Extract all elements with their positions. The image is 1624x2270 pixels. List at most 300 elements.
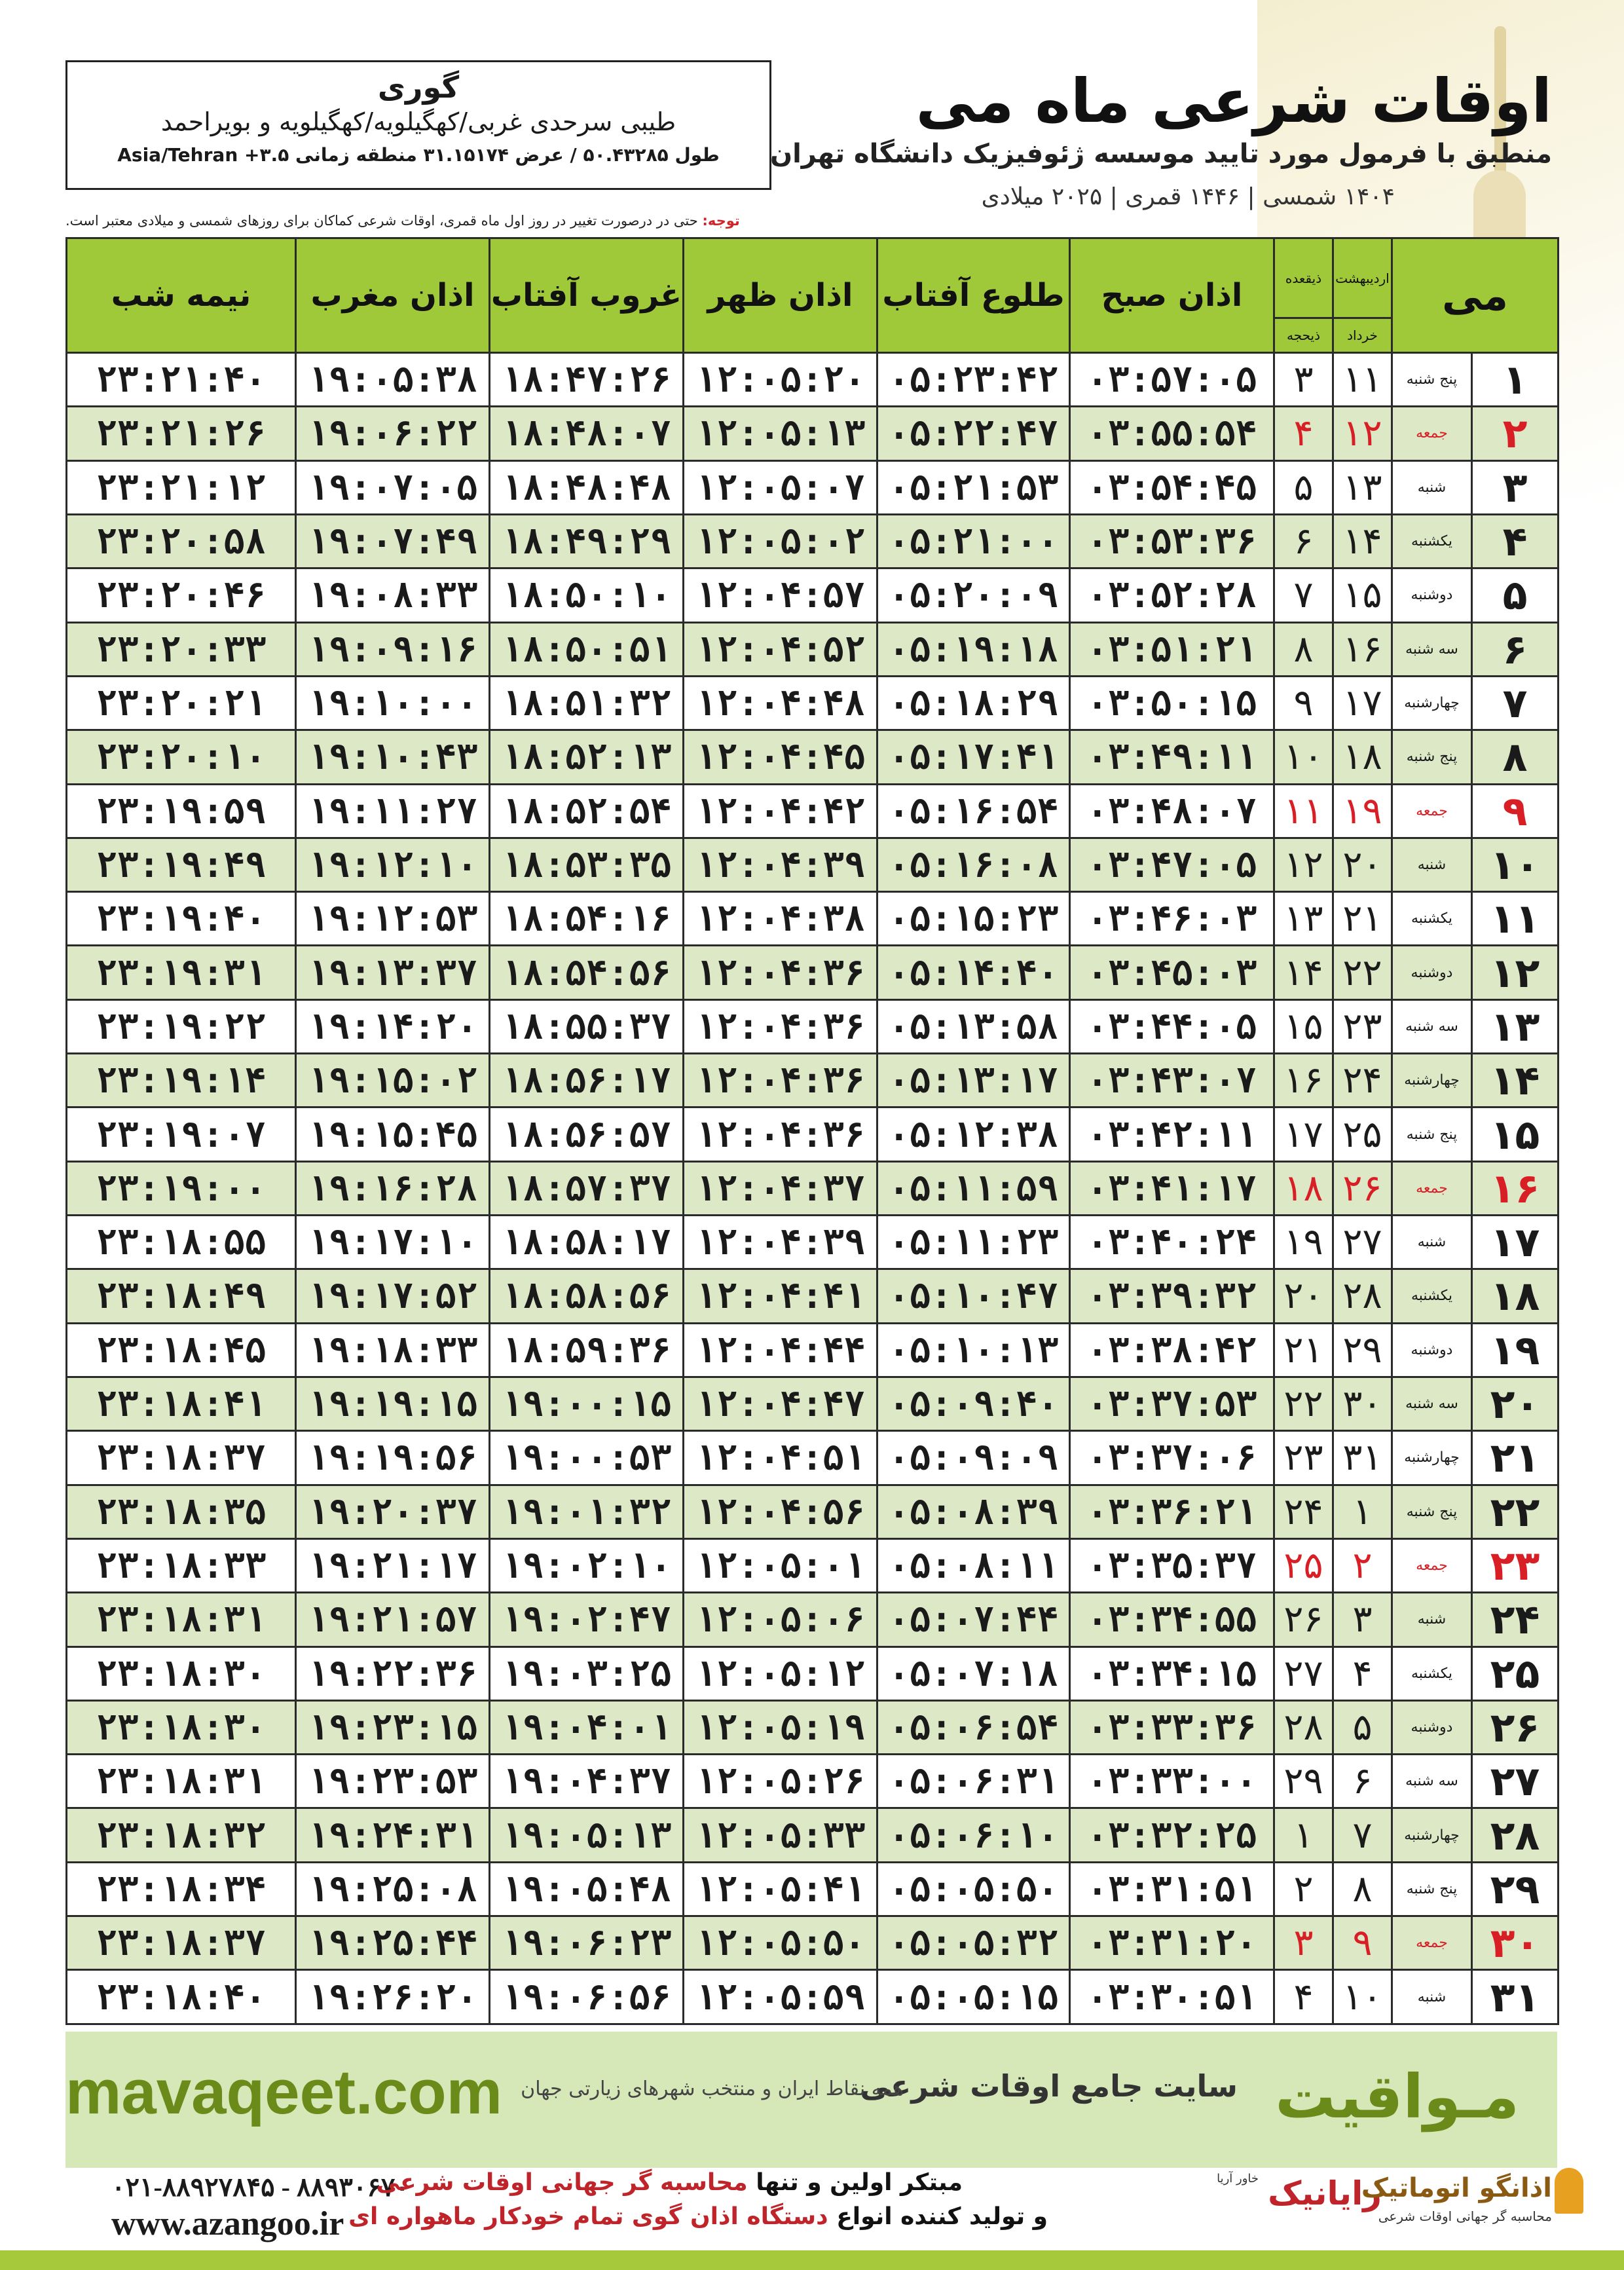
cell-fajr: ۰۳:۳۱:۲۰ <box>1070 1916 1274 1970</box>
cell-qamari: ۱۶ <box>1274 1054 1333 1107</box>
cell-fajr: ۰۳:۳۶:۲۱ <box>1070 1485 1274 1538</box>
cell-sunrise: ۰۵:۱۵:۲۳ <box>877 892 1070 946</box>
cell-fajr: ۰۳:۳۸:۴۲ <box>1070 1323 1274 1377</box>
cell-maghrib: ۱۹:۰۷:۰۵ <box>296 460 490 514</box>
cell-midnight: ۲۳:۲۰:۵۸ <box>67 514 296 568</box>
cell-weekday: پنج شنبه <box>1392 730 1472 784</box>
cell-dhuhr: ۱۲:۰۵:۱۹ <box>684 1700 877 1754</box>
cell-sunset: ۱۹:۰۲:۱۰ <box>490 1538 684 1592</box>
cell-weekday: جمعه <box>1392 784 1472 838</box>
cell-dhuhr: ۱۲:۰۴:۴۵ <box>684 730 877 784</box>
cell-midnight: ۲۳:۱۸:۳۱ <box>67 1755 296 1808</box>
cell-sunrise: ۰۵:۱۶:۵۴ <box>877 784 1070 838</box>
header-qamari-top: ذیقعده <box>1274 238 1333 318</box>
cell-maghrib: ۱۹:۱۷:۵۲ <box>296 1269 490 1323</box>
cell-shamsi: ۲۰ <box>1333 838 1392 891</box>
cell-fajr: ۰۳:۵۰:۱۵ <box>1070 676 1274 730</box>
cell-sunrise: ۰۵:۲۲:۴۷ <box>877 407 1070 460</box>
cell-shamsi: ۱۰ <box>1333 1970 1392 2024</box>
cell-fajr: ۰۳:۴۷:۰۵ <box>1070 838 1274 891</box>
cell-sunset: ۱۹:۰۰:۱۵ <box>490 1377 684 1430</box>
cell-maghrib: ۱۹:۱۱:۲۷ <box>296 784 490 838</box>
cell-weekday: جمعه <box>1392 1916 1472 1970</box>
cell-sunrise: ۰۵:۱۱:۲۳ <box>877 1216 1070 1269</box>
cell-sunrise: ۰۵:۱۶:۰۸ <box>877 838 1070 891</box>
cell-qamari: ۳ <box>1274 353 1333 407</box>
cell-fajr: ۰۳:۳۳:۳۶ <box>1070 1700 1274 1754</box>
footer-line-2-highlight: دستگاه اذان گوی تمام خودکار ماهواره ای <box>348 2203 828 2230</box>
cell-fajr: ۰۳:۳۵:۳۷ <box>1070 1538 1274 1592</box>
cell-midnight: ۲۳:۱۸:۳۰ <box>67 1647 296 1700</box>
cell-maghrib: ۱۹:۲۶:۲۰ <box>296 1970 490 2024</box>
cell-weekday: دوشنبه <box>1392 568 1472 622</box>
cell-sunrise: ۰۵:۱۳:۱۷ <box>877 1054 1070 1107</box>
cell-dhuhr: ۱۲:۰۴:۴۲ <box>684 784 877 838</box>
bottom-bar <box>0 2250 1624 2270</box>
page-title: اوقات شرعی ماه می <box>915 66 1552 136</box>
cell-midnight: ۲۳:۲۰:۲۱ <box>67 676 296 730</box>
location-box <box>65 60 771 190</box>
cell-weekday: پنج شنبه <box>1392 1485 1472 1538</box>
cell-maghrib: ۱۹:۱۲:۱۰ <box>296 838 490 891</box>
cell-fajr: ۰۳:۳۷:۰۶ <box>1070 1431 1274 1485</box>
cell-maghrib: ۱۹:۲۱:۵۷ <box>296 1593 490 1647</box>
cell-fajr: ۰۳:۳۲:۲۵ <box>1070 1808 1274 1862</box>
cell-dhuhr: ۱۲:۰۵:۲۶ <box>684 1755 877 1808</box>
cell-midnight: ۲۳:۱۹:۳۱ <box>67 946 296 999</box>
table-row <box>67 514 1559 568</box>
header-sunset: غروب آفتاب <box>490 238 684 353</box>
cell-dhuhr: ۱۲:۰۵:۰۶ <box>684 1593 877 1647</box>
cell-shamsi: ۱ <box>1333 1485 1392 1538</box>
cell-day: ۲۰ <box>1472 1377 1559 1430</box>
cell-weekday: یکشنبه <box>1392 514 1472 568</box>
cell-qamari: ۷ <box>1274 568 1333 622</box>
cell-maghrib: ۱۹:۰۶:۲۲ <box>296 407 490 460</box>
cell-fajr: ۰۳:۴۴:۰۵ <box>1070 999 1274 1053</box>
cell-sunrise: ۰۵:۰۷:۴۴ <box>877 1593 1070 1647</box>
cell-midnight: ۲۳:۱۸:۳۲ <box>67 1808 296 1862</box>
cell-sunrise: ۰۵:۰۸:۳۹ <box>877 1485 1070 1538</box>
cell-sunset: ۱۹:۰۰:۵۳ <box>490 1431 684 1485</box>
cell-dhuhr: ۱۲:۰۴:۳۶ <box>684 1107 877 1161</box>
table-row <box>67 622 1559 676</box>
note-text: حتی در درصورت تغییر در روز اول ماه قمری، اوقات شرعی کماکان برای روزهای شمسی و میلادی معتبر است. <box>65 213 698 229</box>
cell-sunrise: ۰۵:۱۹:۱۸ <box>877 622 1070 676</box>
cell-shamsi: ۱۵ <box>1333 568 1392 622</box>
cell-shamsi: ۷ <box>1333 1808 1392 1862</box>
cell-sunset: ۱۹:۰۳:۲۵ <box>490 1647 684 1700</box>
cell-sunrise: ۰۵:۱۷:۴۱ <box>877 730 1070 784</box>
table-row <box>67 460 1559 514</box>
cell-qamari: ۱۹ <box>1274 1216 1333 1269</box>
cell-sunset: ۱۸:۵۸:۵۶ <box>490 1269 684 1323</box>
cell-qamari: ۴ <box>1274 1970 1333 2024</box>
cell-weekday: جمعه <box>1392 1161 1472 1215</box>
cell-weekday: چهارشنبه <box>1392 676 1472 730</box>
cell-midnight: ۲۳:۱۹:۴۹ <box>67 838 296 891</box>
cell-midnight: ۲۳:۲۱:۱۲ <box>67 460 296 514</box>
cell-day: ۳ <box>1472 460 1559 514</box>
cell-weekday: یکشنبه <box>1392 1269 1472 1323</box>
cell-day: ۸ <box>1472 730 1559 784</box>
table-row <box>67 1485 1559 1538</box>
table-row <box>67 1323 1559 1377</box>
cell-dhuhr: ۱۲:۰۴:۳۹ <box>684 838 877 891</box>
cell-qamari: ۲۹ <box>1274 1755 1333 1808</box>
date-line: ۱۴۰۴ شمسی | ۱۴۴۶ قمری | ۲۰۲۵ میلادی <box>981 183 1395 210</box>
prayer-times-table <box>65 237 1559 2025</box>
cell-weekday: شنبه <box>1392 838 1472 891</box>
cell-fajr: ۰۳:۴۵:۰۳ <box>1070 946 1274 999</box>
cell-day: ۱۴ <box>1472 1054 1559 1107</box>
cell-maghrib: ۱۹:۰۵:۳۸ <box>296 353 490 407</box>
rayanik-logo: رایانیک <box>1268 2174 1382 2212</box>
table-row <box>67 1647 1559 1700</box>
cell-sunrise: ۰۵:۲۳:۴۲ <box>877 353 1070 407</box>
cell-qamari: ۲۰ <box>1274 1269 1333 1323</box>
cell-sunrise: ۰۵:۰۹:۰۹ <box>877 1431 1070 1485</box>
cell-qamari: ۲۸ <box>1274 1700 1333 1754</box>
table-row <box>67 1916 1559 1970</box>
table-row <box>67 353 1559 407</box>
brand-logo: مـواقیت <box>1275 2062 1519 2132</box>
cell-dhuhr: ۱۲:۰۴:۴۸ <box>684 676 877 730</box>
cell-midnight: ۲۳:۱۹:۵۹ <box>67 784 296 838</box>
cell-dhuhr: ۱۲:۰۵:۱۲ <box>684 1647 877 1700</box>
cell-midnight: ۲۳:۱۸:۴۵ <box>67 1323 296 1377</box>
table-row <box>67 407 1559 460</box>
cell-midnight: ۲۳:۱۹:۴۰ <box>67 892 296 946</box>
cell-maghrib: ۱۹:۱۰:۴۳ <box>296 730 490 784</box>
cell-weekday: دوشنبه <box>1392 1323 1472 1377</box>
cell-fajr: ۰۳:۳۴:۱۵ <box>1070 1647 1274 1700</box>
cell-day: ۲۸ <box>1472 1808 1559 1862</box>
cell-weekday: چهارشنبه <box>1392 1431 1472 1485</box>
cell-sunset: ۱۸:۵۳:۳۵ <box>490 838 684 891</box>
cell-day: ۳۰ <box>1472 1916 1559 1970</box>
cell-midnight: ۲۳:۱۹:۱۴ <box>67 1054 296 1107</box>
cell-midnight: ۲۳:۱۹:۰۰ <box>67 1161 296 1215</box>
cell-shamsi: ۱۷ <box>1333 676 1392 730</box>
cell-shamsi: ۹ <box>1333 1916 1392 1970</box>
cell-fajr: ۰۳:۴۰:۲۴ <box>1070 1216 1274 1269</box>
table-row <box>67 946 1559 999</box>
cell-day: ۱۸ <box>1472 1269 1559 1323</box>
table-row <box>67 1808 1559 1862</box>
cell-day: ۱۳ <box>1472 999 1559 1053</box>
cell-sunrise: ۰۵:۰۷:۱۸ <box>877 1647 1070 1700</box>
cell-maghrib: ۱۹:۱۹:۵۶ <box>296 1431 490 1485</box>
header-shamsi-top: اردیبهشت <box>1333 238 1392 318</box>
cell-midnight: ۲۳:۲۰:۱۰ <box>67 730 296 784</box>
cell-shamsi: ۱۳ <box>1333 460 1392 514</box>
cell-sunset: ۱۸:۵۷:۳۷ <box>490 1161 684 1215</box>
cell-day: ۲۶ <box>1472 1700 1559 1754</box>
cell-weekday: یکشنبه <box>1392 1647 1472 1700</box>
phone-number: ۰۲۱-۸۸۹۲۷۸۴۵ - ۸۸۹۳۰۶۷۰ <box>111 2172 409 2202</box>
cell-maghrib: ۱۹:۲۳:۵۳ <box>296 1755 490 1808</box>
cell-shamsi: ۱۸ <box>1333 730 1392 784</box>
cell-weekday: چهارشنبه <box>1392 1808 1472 1862</box>
cell-midnight: ۲۳:۱۸:۴۹ <box>67 1269 296 1323</box>
cell-shamsi: ۱۶ <box>1333 622 1392 676</box>
cell-weekday: پنج شنبه <box>1392 1107 1472 1161</box>
cell-sunrise: ۰۵:۱۸:۲۹ <box>877 676 1070 730</box>
cell-qamari: ۲۷ <box>1274 1647 1333 1700</box>
cell-fajr: ۰۳:۵۴:۴۵ <box>1070 460 1274 514</box>
table-row <box>67 1755 1559 1808</box>
cell-fajr: ۰۳:۴۱:۱۷ <box>1070 1161 1274 1215</box>
cell-sunset: ۱۹:۰۵:۴۸ <box>490 1862 684 1916</box>
cell-shamsi: ۶ <box>1333 1755 1392 1808</box>
cell-sunset: ۱۸:۵۹:۳۶ <box>490 1323 684 1377</box>
cell-maghrib: ۱۹:۲۵:۴۴ <box>296 1916 490 1970</box>
cell-day: ۱۱ <box>1472 892 1559 946</box>
cell-weekday: جمعه <box>1392 407 1472 460</box>
table-row <box>67 1593 1559 1647</box>
cell-sunset: ۱۹:۰۴:۰۱ <box>490 1700 684 1754</box>
table-row <box>67 730 1559 784</box>
cell-maghrib: ۱۹:۲۴:۳۱ <box>296 1808 490 1862</box>
cell-maghrib: ۱۹:۲۱:۱۷ <box>296 1538 490 1592</box>
cell-sunrise: ۰۵:۰۹:۴۰ <box>877 1377 1070 1430</box>
cell-qamari: ۱۸ <box>1274 1161 1333 1215</box>
cell-shamsi: ۲۹ <box>1333 1323 1392 1377</box>
cell-midnight: ۲۳:۱۸:۳۳ <box>67 1538 296 1592</box>
cell-maghrib: ۱۹:۱۲:۵۳ <box>296 892 490 946</box>
cell-shamsi: ۲۸ <box>1333 1269 1392 1323</box>
cell-sunrise: ۰۵:۲۱:۰۰ <box>877 514 1070 568</box>
cell-shamsi: ۲۷ <box>1333 1216 1392 1269</box>
cell-day: ۱۰ <box>1472 838 1559 891</box>
cell-maghrib: ۱۹:۱۰:۰۰ <box>296 676 490 730</box>
cell-fajr: ۰۳:۴۸:۰۷ <box>1070 784 1274 838</box>
cell-sunset: ۱۸:۴۸:۰۷ <box>490 407 684 460</box>
header-shamsi-bottom: خرداد <box>1333 318 1392 353</box>
cell-qamari: ۹ <box>1274 676 1333 730</box>
cell-shamsi: ۲۵ <box>1333 1107 1392 1161</box>
cell-day: ۲۲ <box>1472 1485 1559 1538</box>
azangoo-logo-sub: محاسبه گر جهانی اوقات شرعی <box>1378 2208 1552 2224</box>
footer-website[interactable]: www.azangoo.ir <box>111 2205 344 2242</box>
cell-sunrise: ۰۵:۱۰:۱۳ <box>877 1323 1070 1377</box>
cell-fajr: ۰۳:۳۳:۰۰ <box>1070 1755 1274 1808</box>
cell-weekday: دوشنبه <box>1392 1700 1472 1754</box>
cell-sunset: ۱۸:۴۹:۲۹ <box>490 514 684 568</box>
cell-sunrise: ۰۵:۱۴:۴۰ <box>877 946 1070 999</box>
cell-shamsi: ۳۰ <box>1333 1377 1392 1430</box>
cell-dhuhr: ۱۲:۰۴:۳۶ <box>684 999 877 1053</box>
cell-day: ۲ <box>1472 407 1559 460</box>
cell-maghrib: ۱۹:۱۳:۳۷ <box>296 946 490 999</box>
cell-sunrise: ۰۵:۰۶:۱۰ <box>877 1808 1070 1862</box>
cell-qamari: ۱۲ <box>1274 838 1333 891</box>
cell-day: ۹ <box>1472 784 1559 838</box>
cell-dhuhr: ۱۲:۰۵:۰۷ <box>684 460 877 514</box>
cell-qamari: ۴ <box>1274 407 1333 460</box>
header-month: می <box>1392 238 1559 353</box>
cell-maghrib: ۱۹:۲۳:۱۵ <box>296 1700 490 1754</box>
cell-sunset: ۱۸:۴۷:۲۶ <box>490 353 684 407</box>
table-row <box>67 1431 1559 1485</box>
rayanik-logo-sub: خاور آریا <box>1217 2172 1259 2186</box>
cell-day: ۳۱ <box>1472 1970 1559 2024</box>
cell-sunrise: ۰۵:۰۶:۳۱ <box>877 1755 1070 1808</box>
brand-tagline: سایت جامع اوقات شرعی <box>860 2068 1238 2104</box>
cell-dhuhr: ۱۲:۰۴:۴۷ <box>684 1377 877 1430</box>
cell-weekday: سه شنبه <box>1392 1377 1472 1430</box>
cell-qamari: ۲۲ <box>1274 1377 1333 1430</box>
cell-shamsi: ۲ <box>1333 1538 1392 1592</box>
cell-qamari: ۳ <box>1274 1916 1333 1970</box>
azangoo-logo: اذانگو اتوماتیک <box>1361 2173 1552 2203</box>
cell-day: ۱۲ <box>1472 946 1559 999</box>
cell-day: ۴ <box>1472 514 1559 568</box>
cell-maghrib: ۱۹:۱۵:۴۵ <box>296 1107 490 1161</box>
cell-shamsi: ۲۳ <box>1333 999 1392 1053</box>
cell-sunset: ۱۸:۴۸:۴۸ <box>490 460 684 514</box>
cell-qamari: ۱۴ <box>1274 946 1333 999</box>
cell-dhuhr: ۱۲:۰۴:۳۶ <box>684 1054 877 1107</box>
cell-fajr: ۰۳:۵۵:۵۴ <box>1070 407 1274 460</box>
cell-sunrise: ۰۵:۲۰:۰۹ <box>877 568 1070 622</box>
cell-fajr: ۰۳:۳۷:۵۳ <box>1070 1377 1274 1430</box>
header-midnight: نیمه شب <box>67 238 296 353</box>
cell-sunset: ۱۸:۵۲:۵۴ <box>490 784 684 838</box>
cell-shamsi: ۸ <box>1333 1862 1392 1916</box>
table-row <box>67 1700 1559 1754</box>
cell-fajr: ۰۳:۵۳:۳۶ <box>1070 514 1274 568</box>
cell-day: ۲۵ <box>1472 1647 1559 1700</box>
cell-maghrib: ۱۹:۲۵:۰۸ <box>296 1862 490 1916</box>
cell-midnight: ۲۳:۱۸:۳۵ <box>67 1485 296 1538</box>
table-row <box>67 892 1559 946</box>
note <box>65 213 740 229</box>
cell-dhuhr: ۱۲:۰۴:۴۱ <box>684 1269 877 1323</box>
table-row <box>67 1862 1559 1916</box>
footer-line-1-highlight: محاسبه گر جهانی اوقات شرعی <box>376 2169 748 2196</box>
cell-shamsi: ۴ <box>1333 1647 1392 1700</box>
cell-day: ۲۷ <box>1472 1755 1559 1808</box>
footer-line-1 <box>377 2169 963 2196</box>
cell-shamsi: ۲۱ <box>1333 892 1392 946</box>
cell-qamari: ۲۳ <box>1274 1431 1333 1485</box>
cell-qamari: ۱۳ <box>1274 892 1333 946</box>
cell-dhuhr: ۱۲:۰۵:۵۹ <box>684 1970 877 2024</box>
cell-shamsi: ۱۲ <box>1333 407 1392 460</box>
location-city: گوری <box>377 69 460 105</box>
cell-midnight: ۲۳:۱۹:۲۲ <box>67 999 296 1053</box>
cell-qamari: ۲۴ <box>1274 1485 1333 1538</box>
cell-day: ۱۶ <box>1472 1161 1559 1215</box>
cell-shamsi: ۱۴ <box>1333 514 1392 568</box>
cell-sunset: ۱۸:۵۲:۱۳ <box>490 730 684 784</box>
header-dhuhr: اذان ظهر <box>684 238 877 353</box>
cell-fajr: ۰۳:۵۷:۰۵ <box>1070 353 1274 407</box>
cell-dhuhr: ۱۲:۰۴:۳۶ <box>684 946 877 999</box>
header-maghrib: اذان مغرب <box>296 238 490 353</box>
cell-fajr: ۰۳:۵۱:۲۱ <box>1070 622 1274 676</box>
cell-dhuhr: ۱۲:۰۴:۳۷ <box>684 1161 877 1215</box>
cell-qamari: ۱۰ <box>1274 730 1333 784</box>
cell-sunset: ۱۹:۰۱:۳۲ <box>490 1485 684 1538</box>
cell-sunset: ۱۹:۰۶:۲۳ <box>490 1916 684 1970</box>
cell-shamsi: ۲۲ <box>1333 946 1392 999</box>
cell-midnight: ۲۳:۱۸:۳۴ <box>67 1862 296 1916</box>
cell-qamari: ۲۱ <box>1274 1323 1333 1377</box>
cell-weekday: چهارشنبه <box>1392 1054 1472 1107</box>
cell-weekday: شنبه <box>1392 460 1472 514</box>
cell-day: ۷ <box>1472 676 1559 730</box>
header-sunrise: طلوع آفتاب <box>877 238 1070 353</box>
cell-sunrise: ۰۵:۱۰:۴۷ <box>877 1269 1070 1323</box>
cell-qamari: ۲۶ <box>1274 1593 1333 1647</box>
cell-qamari: ۱۷ <box>1274 1107 1333 1161</box>
table-row <box>67 676 1559 730</box>
cell-sunrise: ۰۵:۲۱:۵۳ <box>877 460 1070 514</box>
cell-qamari: ۱ <box>1274 1808 1333 1862</box>
cell-maghrib: ۱۹:۲۰:۳۷ <box>296 1485 490 1538</box>
cell-day: ۲۴ <box>1472 1593 1559 1647</box>
cell-qamari: ۱۱ <box>1274 784 1333 838</box>
cell-qamari: ۲۵ <box>1274 1538 1333 1592</box>
cell-sunset: ۱۸:۵۶:۵۷ <box>490 1107 684 1161</box>
cell-dhuhr: ۱۲:۰۴:۳۸ <box>684 892 877 946</box>
cell-fajr: ۰۳:۴۲:۱۱ <box>1070 1107 1274 1161</box>
cell-sunrise: ۰۵:۱۳:۵۸ <box>877 999 1070 1053</box>
cell-maghrib: ۱۹:۰۷:۴۹ <box>296 514 490 568</box>
table-row <box>67 784 1559 838</box>
cell-midnight: ۲۳:۱۸:۳۷ <box>67 1431 296 1485</box>
cell-sunset: ۱۸:۵۵:۳۷ <box>490 999 684 1053</box>
cell-sunset: ۱۸:۵۶:۱۷ <box>490 1054 684 1107</box>
cell-fajr: ۰۳:۴۳:۰۷ <box>1070 1054 1274 1107</box>
cell-midnight: ۲۳:۱۸:۳۱ <box>67 1593 296 1647</box>
cell-dhuhr: ۱۲:۰۵:۰۲ <box>684 514 877 568</box>
cell-weekday: شنبه <box>1392 1593 1472 1647</box>
cell-sunset: ۱۸:۵۱:۳۲ <box>490 676 684 730</box>
cell-fajr: ۰۳:۳۰:۵۱ <box>1070 1970 1274 2024</box>
location-region: طیبی سرحدی غربی/کهگیلویه/کهگیلویه و بویراحمد <box>160 107 676 136</box>
table-row <box>67 999 1559 1053</box>
cell-qamari: ۵ <box>1274 460 1333 514</box>
cell-midnight: ۲۳:۱۸:۵۵ <box>67 1216 296 1269</box>
azangoo-icon <box>1555 2168 1583 2214</box>
cell-weekday: جمعه <box>1392 1538 1472 1592</box>
cell-shamsi: ۲۶ <box>1333 1161 1392 1215</box>
cell-maghrib: ۱۹:۱۴:۲۰ <box>296 999 490 1053</box>
cell-midnight: ۲۳:۱۸:۳۷ <box>67 1916 296 1970</box>
site-url[interactable]: mavaqeet.com <box>65 2057 502 2127</box>
location-coords: طول ۵۰.۴۳۲۸۵ / عرض ۳۱.۱۵۱۷۴ منطقه زمانی ۳.۵+ Asia/Tehran <box>117 144 720 166</box>
table-row <box>67 1161 1559 1215</box>
cell-weekday: سه شنبه <box>1392 1755 1472 1808</box>
cell-sunrise: ۰۵:۰۶:۵۴ <box>877 1700 1070 1754</box>
cell-sunset: ۱۸:۵۸:۱۷ <box>490 1216 684 1269</box>
cell-midnight: ۲۳:۱۸:۴۰ <box>67 1970 296 2024</box>
cell-sunset: ۱۸:۵۴:۱۶ <box>490 892 684 946</box>
cell-weekday: پنج شنبه <box>1392 353 1472 407</box>
cell-day: ۵ <box>1472 568 1559 622</box>
table-row <box>67 1054 1559 1107</box>
cell-dhuhr: ۱۲:۰۵:۲۰ <box>684 353 877 407</box>
cell-qamari: ۶ <box>1274 514 1333 568</box>
cell-day: ۶ <box>1472 622 1559 676</box>
cell-dhuhr: ۱۲:۰۵:۰۱ <box>684 1538 877 1592</box>
cell-shamsi: ۳۱ <box>1333 1431 1392 1485</box>
cell-weekday: سه شنبه <box>1392 622 1472 676</box>
